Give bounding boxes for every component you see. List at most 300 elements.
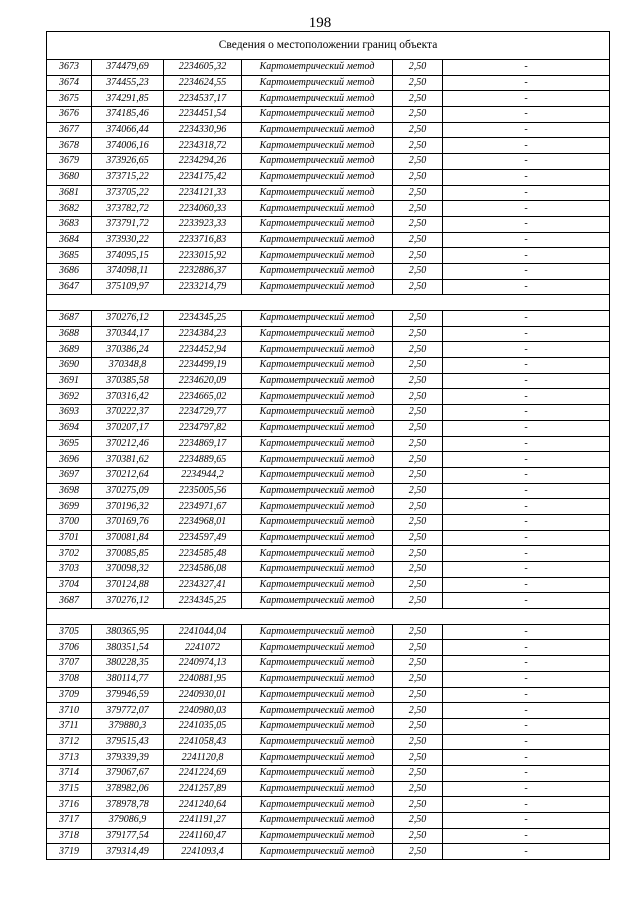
description-cell: - (443, 467, 610, 483)
accuracy-cell: 2,50 (393, 279, 443, 295)
method-cell: Картометрический метод (242, 263, 393, 279)
x-coordinate-cell: 379177,54 (92, 828, 164, 844)
y-coordinate-cell: 2241044,04 (164, 624, 242, 640)
description-cell: - (443, 154, 610, 170)
point-number-cell: 3674 (47, 75, 92, 91)
y-coordinate-cell: 2234499,19 (164, 358, 242, 374)
x-coordinate-cell: 374095,15 (92, 248, 164, 264)
method-cell: Картометрический метод (242, 671, 393, 687)
description-cell: - (443, 530, 610, 546)
table-row (47, 844, 610, 860)
x-coordinate-cell: 379515,43 (92, 734, 164, 750)
x-coordinate-cell: 374185,46 (92, 107, 164, 123)
x-coordinate-cell: 374455,23 (92, 75, 164, 91)
table-row (47, 216, 610, 232)
description-cell: - (443, 232, 610, 248)
table-row (47, 263, 610, 279)
y-coordinate-cell: 2241191,27 (164, 813, 242, 829)
x-coordinate-cell: 373705,22 (92, 185, 164, 201)
y-coordinate-cell: 2234971,67 (164, 499, 242, 515)
method-cell: Картометрический метод (242, 342, 393, 358)
table-row (47, 562, 610, 578)
y-coordinate-cell: 2235005,56 (164, 483, 242, 499)
point-number-cell: 3700 (47, 514, 92, 530)
description-cell: - (443, 844, 610, 860)
method-cell: Картометрический метод (242, 122, 393, 138)
x-coordinate-cell: 373782,72 (92, 201, 164, 217)
accuracy-cell: 2,50 (393, 122, 443, 138)
accuracy-cell: 2,50 (393, 420, 443, 436)
accuracy-cell: 2,50 (393, 342, 443, 358)
x-coordinate-cell: 370196,32 (92, 499, 164, 515)
method-cell: Картометрический метод (242, 91, 393, 107)
x-coordinate-cell: 374479,69 (92, 60, 164, 76)
accuracy-cell: 2,50 (393, 797, 443, 813)
method-cell: Картометрический метод (242, 483, 393, 499)
point-number-cell: 3698 (47, 483, 92, 499)
y-coordinate-cell: 2234597,49 (164, 530, 242, 546)
y-coordinate-cell: 2234869,17 (164, 436, 242, 452)
y-coordinate-cell: 2234060,33 (164, 201, 242, 217)
y-coordinate-cell: 2234624,55 (164, 75, 242, 91)
group-separator-row (47, 609, 610, 625)
x-coordinate-cell: 375109,97 (92, 279, 164, 295)
table-row (47, 154, 610, 170)
x-coordinate-cell: 380351,54 (92, 640, 164, 656)
group-separator-row (47, 295, 610, 311)
table-row (47, 248, 610, 264)
table-row (47, 138, 610, 154)
description-cell: - (443, 138, 610, 154)
point-number-cell: 3702 (47, 546, 92, 562)
method-cell: Картометрический метод (242, 405, 393, 421)
x-coordinate-cell: 370212,46 (92, 436, 164, 452)
point-number-cell: 3711 (47, 718, 92, 734)
accuracy-cell: 2,50 (393, 373, 443, 389)
x-coordinate-cell: 373926,65 (92, 154, 164, 170)
description-cell: - (443, 671, 610, 687)
method-cell: Картометрический метод (242, 75, 393, 91)
method-cell: Картометрический метод (242, 420, 393, 436)
description-cell: - (443, 546, 610, 562)
point-number-cell: 3680 (47, 169, 92, 185)
description-cell: - (443, 797, 610, 813)
method-cell: Картометрический метод (242, 107, 393, 123)
accuracy-cell: 2,50 (393, 201, 443, 217)
point-number-cell: 3704 (47, 577, 92, 593)
method-cell: Картометрический метод (242, 185, 393, 201)
accuracy-cell: 2,50 (393, 781, 443, 797)
accuracy-cell: 2,50 (393, 75, 443, 91)
table-row (47, 342, 610, 358)
point-number-cell: 3691 (47, 373, 92, 389)
point-number-cell: 3687 (47, 311, 92, 327)
accuracy-cell: 2,50 (393, 483, 443, 499)
description-cell: - (443, 718, 610, 734)
x-coordinate-cell: 370124,88 (92, 577, 164, 593)
point-number-cell: 3679 (47, 154, 92, 170)
point-number-cell: 3686 (47, 263, 92, 279)
method-cell: Картометрический метод (242, 467, 393, 483)
point-number-cell: 3685 (47, 248, 92, 264)
method-cell: Картометрический метод (242, 624, 393, 640)
description-cell: - (443, 107, 610, 123)
point-number-cell: 3719 (47, 844, 92, 860)
table-row (47, 734, 610, 750)
accuracy-cell: 2,50 (393, 828, 443, 844)
method-cell: Картометрический метод (242, 546, 393, 562)
method-cell: Картометрический метод (242, 216, 393, 232)
y-coordinate-cell: 2241160,47 (164, 828, 242, 844)
point-number-cell: 3695 (47, 436, 92, 452)
y-coordinate-cell: 2240980,03 (164, 703, 242, 719)
point-number-cell: 3696 (47, 452, 92, 468)
accuracy-cell: 2,50 (393, 169, 443, 185)
y-coordinate-cell: 2234345,25 (164, 311, 242, 327)
y-coordinate-cell: 2234665,02 (164, 389, 242, 405)
table-row (47, 703, 610, 719)
table-row (47, 60, 610, 76)
page-number: 198 (308, 15, 332, 31)
point-number-cell: 3697 (47, 467, 92, 483)
method-cell: Картометрический метод (242, 593, 393, 609)
y-coordinate-cell: 2241072 (164, 640, 242, 656)
accuracy-cell: 2,50 (393, 263, 443, 279)
description-cell: - (443, 436, 610, 452)
y-coordinate-cell: 2240881,95 (164, 671, 242, 687)
accuracy-cell: 2,50 (393, 326, 443, 342)
description-cell: - (443, 828, 610, 844)
point-number-cell: 3707 (47, 656, 92, 672)
description-cell: - (443, 483, 610, 499)
table-row (47, 671, 610, 687)
accuracy-cell: 2,50 (393, 765, 443, 781)
table-row (47, 232, 610, 248)
x-coordinate-cell: 373791,72 (92, 216, 164, 232)
y-coordinate-cell: 2233214,79 (164, 279, 242, 295)
table-row (47, 781, 610, 797)
table-body (47, 32, 610, 860)
method-cell: Картометрический метод (242, 452, 393, 468)
point-number-cell: 3708 (47, 671, 92, 687)
point-number-cell: 3687 (47, 593, 92, 609)
table-row (47, 420, 610, 436)
accuracy-cell: 2,50 (393, 687, 443, 703)
description-cell: - (443, 169, 610, 185)
x-coordinate-cell: 370207,17 (92, 420, 164, 436)
table-row (47, 436, 610, 452)
table-row (47, 75, 610, 91)
x-coordinate-cell: 379880,3 (92, 718, 164, 734)
table-row (47, 577, 610, 593)
accuracy-cell: 2,50 (393, 671, 443, 687)
y-coordinate-cell: 2234729,77 (164, 405, 242, 421)
method-cell: Картометрический метод (242, 358, 393, 374)
y-coordinate-cell: 2234121,33 (164, 185, 242, 201)
y-coordinate-cell: 2234797,82 (164, 420, 242, 436)
x-coordinate-cell: 370222,37 (92, 405, 164, 421)
point-number-cell: 3682 (47, 201, 92, 217)
accuracy-cell: 2,50 (393, 593, 443, 609)
method-cell: Картометрический метод (242, 797, 393, 813)
method-cell: Картометрический метод (242, 514, 393, 530)
description-cell: - (443, 91, 610, 107)
method-cell: Картометрический метод (242, 734, 393, 750)
x-coordinate-cell: 380114,77 (92, 671, 164, 687)
separator-cell (47, 609, 610, 625)
y-coordinate-cell: 2234452,94 (164, 342, 242, 358)
x-coordinate-cell: 370098,32 (92, 562, 164, 578)
point-number-cell: 3699 (47, 499, 92, 515)
accuracy-cell: 2,50 (393, 467, 443, 483)
accuracy-cell: 2,50 (393, 436, 443, 452)
table-row (47, 185, 610, 201)
point-number-cell: 3717 (47, 813, 92, 829)
table-row (47, 499, 610, 515)
table-row (47, 201, 610, 217)
y-coordinate-cell: 2233923,33 (164, 216, 242, 232)
point-number-cell: 3712 (47, 734, 92, 750)
table-row (47, 687, 610, 703)
accuracy-cell: 2,50 (393, 750, 443, 766)
x-coordinate-cell: 374291,85 (92, 91, 164, 107)
point-number-cell: 3706 (47, 640, 92, 656)
description-cell: - (443, 311, 610, 327)
x-coordinate-cell: 379946,59 (92, 687, 164, 703)
point-number-cell: 3677 (47, 122, 92, 138)
method-cell: Картометрический метод (242, 60, 393, 76)
x-coordinate-cell: 370085,85 (92, 546, 164, 562)
y-coordinate-cell: 2234175,42 (164, 169, 242, 185)
table-row (47, 828, 610, 844)
y-coordinate-cell: 2232886,37 (164, 263, 242, 279)
method-cell: Картометрический метод (242, 640, 393, 656)
table-row (47, 656, 610, 672)
point-number-cell: 3678 (47, 138, 92, 154)
description-cell: - (443, 201, 610, 217)
y-coordinate-cell: 2241035,05 (164, 718, 242, 734)
x-coordinate-cell: 370081,84 (92, 530, 164, 546)
method-cell: Картометрический метод (242, 232, 393, 248)
y-coordinate-cell: 2241093,4 (164, 844, 242, 860)
x-coordinate-cell: 370386,24 (92, 342, 164, 358)
table-row (47, 750, 610, 766)
accuracy-cell: 2,50 (393, 813, 443, 829)
method-cell: Картометрический метод (242, 389, 393, 405)
description-cell: - (443, 185, 610, 201)
method-cell: Картометрический метод (242, 562, 393, 578)
accuracy-cell: 2,50 (393, 389, 443, 405)
accuracy-cell: 2,50 (393, 216, 443, 232)
method-cell: Картометрический метод (242, 765, 393, 781)
description-cell: - (443, 687, 610, 703)
y-coordinate-cell: 2234294,26 (164, 154, 242, 170)
point-number-cell: 3701 (47, 530, 92, 546)
description-cell: - (443, 263, 610, 279)
point-number-cell: 3647 (47, 279, 92, 295)
y-coordinate-cell: 2241257,89 (164, 781, 242, 797)
point-number-cell: 3718 (47, 828, 92, 844)
x-coordinate-cell: 370348,8 (92, 358, 164, 374)
table-row (47, 718, 610, 734)
accuracy-cell: 2,50 (393, 640, 443, 656)
table-row (47, 640, 610, 656)
method-cell: Картометрический метод (242, 154, 393, 170)
accuracy-cell: 2,50 (393, 844, 443, 860)
point-number-cell: 3675 (47, 91, 92, 107)
table-row (47, 514, 610, 530)
method-cell: Картометрический метод (242, 373, 393, 389)
x-coordinate-cell: 370275,09 (92, 483, 164, 499)
accuracy-cell: 2,50 (393, 499, 443, 515)
y-coordinate-cell: 2234585,48 (164, 546, 242, 562)
method-cell: Картометрический метод (242, 201, 393, 217)
accuracy-cell: 2,50 (393, 562, 443, 578)
y-coordinate-cell: 2234968,01 (164, 514, 242, 530)
description-cell: - (443, 514, 610, 530)
description-cell: - (443, 562, 610, 578)
x-coordinate-cell: 373715,22 (92, 169, 164, 185)
accuracy-cell: 2,50 (393, 311, 443, 327)
accuracy-cell: 2,50 (393, 656, 443, 672)
description-cell: - (443, 624, 610, 640)
point-number-cell: 3673 (47, 60, 92, 76)
point-number-cell: 3714 (47, 765, 92, 781)
accuracy-cell: 2,50 (393, 577, 443, 593)
y-coordinate-cell: 2234345,25 (164, 593, 242, 609)
table-row (47, 765, 610, 781)
x-coordinate-cell: 378978,78 (92, 797, 164, 813)
point-number-cell: 3703 (47, 562, 92, 578)
x-coordinate-cell: 370385,58 (92, 373, 164, 389)
table-row (47, 389, 610, 405)
y-coordinate-cell: 2234330,96 (164, 122, 242, 138)
description-cell: - (443, 216, 610, 232)
x-coordinate-cell: 374066,44 (92, 122, 164, 138)
method-cell: Картометрический метод (242, 750, 393, 766)
description-cell: - (443, 60, 610, 76)
y-coordinate-cell: 2241058,43 (164, 734, 242, 750)
point-number-cell: 3694 (47, 420, 92, 436)
x-coordinate-cell: 379314,49 (92, 844, 164, 860)
point-number-cell: 3683 (47, 216, 92, 232)
accuracy-cell: 2,50 (393, 154, 443, 170)
y-coordinate-cell: 2234620,09 (164, 373, 242, 389)
accuracy-cell: 2,50 (393, 530, 443, 546)
description-cell: - (443, 358, 610, 374)
table-row (47, 279, 610, 295)
description-cell: - (443, 750, 610, 766)
description-cell: - (443, 279, 610, 295)
y-coordinate-cell: 2233716,83 (164, 232, 242, 248)
point-number-cell: 3681 (47, 185, 92, 201)
x-coordinate-cell: 374098,11 (92, 263, 164, 279)
accuracy-cell: 2,50 (393, 248, 443, 264)
point-number-cell: 3684 (47, 232, 92, 248)
accuracy-cell: 2,50 (393, 514, 443, 530)
description-cell: - (443, 248, 610, 264)
description-cell: - (443, 122, 610, 138)
y-coordinate-cell: 2240974,13 (164, 656, 242, 672)
method-cell: Картометрический метод (242, 687, 393, 703)
y-coordinate-cell: 2234537,17 (164, 91, 242, 107)
method-cell: Картометрический метод (242, 703, 393, 719)
method-cell: Картометрический метод (242, 656, 393, 672)
boundary-coordinates-table (46, 31, 610, 860)
method-cell: Картометрический метод (242, 499, 393, 515)
method-cell: Картометрический метод (242, 577, 393, 593)
description-cell: - (443, 781, 610, 797)
description-cell: - (443, 577, 610, 593)
description-cell: - (443, 389, 610, 405)
y-coordinate-cell: 2241224,69 (164, 765, 242, 781)
y-coordinate-cell: 2240930,01 (164, 687, 242, 703)
description-cell: - (443, 703, 610, 719)
description-cell: - (443, 499, 610, 515)
y-coordinate-cell: 2234451,54 (164, 107, 242, 123)
point-number-cell: 3676 (47, 107, 92, 123)
accuracy-cell: 2,50 (393, 624, 443, 640)
method-cell: Картометрический метод (242, 813, 393, 829)
y-coordinate-cell: 2241120,8 (164, 750, 242, 766)
x-coordinate-cell: 378982,06 (92, 781, 164, 797)
separator-cell (47, 295, 610, 311)
accuracy-cell: 2,50 (393, 107, 443, 123)
method-cell: Картометрический метод (242, 138, 393, 154)
description-cell: - (443, 593, 610, 609)
point-number-cell: 3690 (47, 358, 92, 374)
description-cell: - (443, 326, 610, 342)
x-coordinate-cell: 379339,39 (92, 750, 164, 766)
table-row (47, 326, 610, 342)
description-cell: - (443, 405, 610, 421)
description-cell: - (443, 420, 610, 436)
method-cell: Картометрический метод (242, 311, 393, 327)
table-row (47, 593, 610, 609)
method-cell: Картометрический метод (242, 781, 393, 797)
accuracy-cell: 2,50 (393, 718, 443, 734)
x-coordinate-cell: 380228,35 (92, 656, 164, 672)
y-coordinate-cell: 2241240,64 (164, 797, 242, 813)
point-number-cell: 3716 (47, 797, 92, 813)
point-number-cell: 3713 (47, 750, 92, 766)
y-coordinate-cell: 2234944,2 (164, 467, 242, 483)
table-row (47, 624, 610, 640)
table-row (47, 169, 610, 185)
x-coordinate-cell: 379067,67 (92, 765, 164, 781)
description-cell: - (443, 373, 610, 389)
method-cell: Картометрический метод (242, 279, 393, 295)
x-coordinate-cell: 370276,12 (92, 593, 164, 609)
method-cell: Картометрический метод (242, 248, 393, 264)
method-cell: Картометрический метод (242, 718, 393, 734)
accuracy-cell: 2,50 (393, 138, 443, 154)
description-cell: - (443, 75, 610, 91)
table-row (47, 91, 610, 107)
method-cell: Картометрический метод (242, 844, 393, 860)
y-coordinate-cell: 2234318,72 (164, 138, 242, 154)
description-cell: - (443, 765, 610, 781)
table-row (47, 483, 610, 499)
method-cell: Картометрический метод (242, 530, 393, 546)
accuracy-cell: 2,50 (393, 405, 443, 421)
x-coordinate-cell: 370316,42 (92, 389, 164, 405)
accuracy-cell: 2,50 (393, 185, 443, 201)
y-coordinate-cell: 2233015,92 (164, 248, 242, 264)
x-coordinate-cell: 370381,62 (92, 452, 164, 468)
y-coordinate-cell: 2234384,23 (164, 326, 242, 342)
x-coordinate-cell: 373930,22 (92, 232, 164, 248)
